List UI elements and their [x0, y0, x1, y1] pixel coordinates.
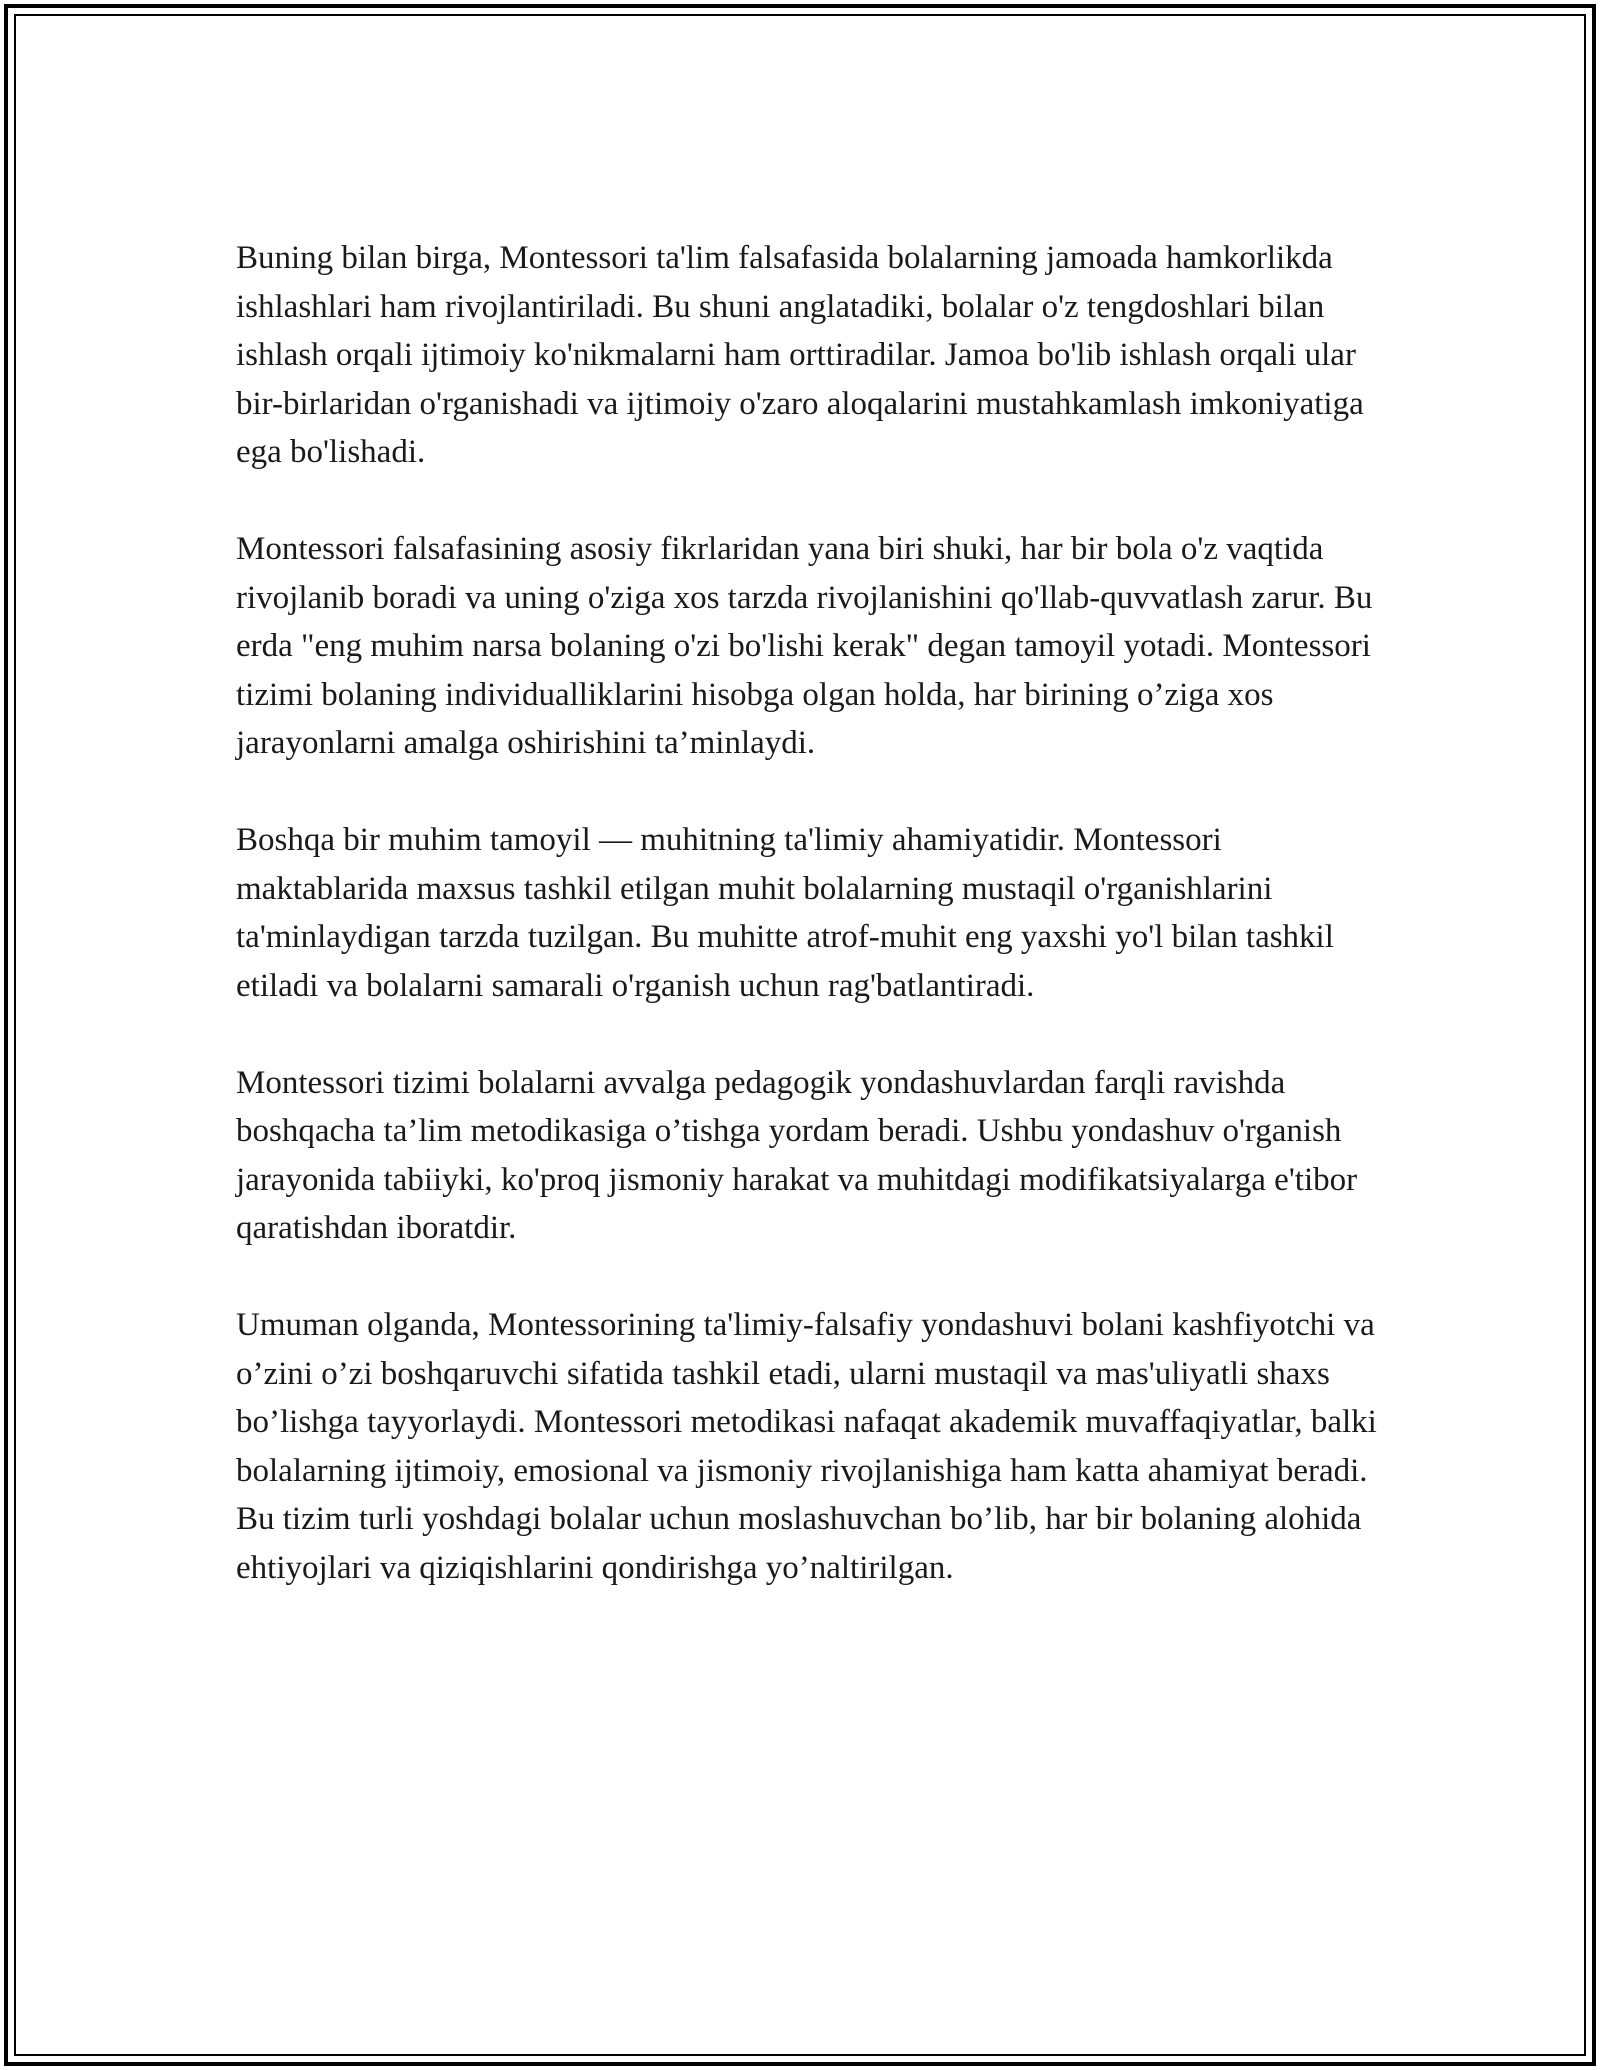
paragraph-2: Montessori falsafasining asosiy fikrlaridan yana biri shuki, har bir bola o'z vaqtida rivojlanib boradi va uning o'ziga xos tarzda rivojlanishini qo'llab-quvvatlash zarur. Bu erda "eng muhim narsa bolaning o'zi bo'lishi kerak" degan tamoyil yotadi. Montessori tizimi bolaning individualliklarini hisobga olgan holda, har birining o’ziga xos jarayonlarni amalga oshirishini ta’minlaydi.	[236, 531, 1373, 761]
paragraph-3: Boshqa bir muhim tamoyil — muhitning ta'limiy ahamiyatidir. Montessori maktablarida maxsus tashkil etilgan muhit bolalarning mustaqil o'rganishlarini ta'minlaydigan tarzda tuzilgan. Bu muhitte atrof-muhit eng yaxshi yo'l bilan tashkil etiladi va bolalarni samarali o'rganish uchun rag'batlantiradi.	[236, 822, 1334, 1004]
paragraph-5: Umuman olganda, Montessorining ta'limiy-falsafiy yondashuvi bolani kashfiyotchi va o’zini o’zi boshqaruvchi sifatida tashkil etadi, ularni mustaqil va mas'uliyatli shaxs bo’lishga tayyorlaydi. Montessori metodikasi nafaqat akademik muvaffaqiyatlar, balki bolalarning ijtimoiy, emosional va jismoniy rivojlanishiga ham katta ahamiyat beradi. Bu tizim turli yoshdagi bolalar uchun moslashuvchan bo’lib, har bir bolaning alohida ehtiyojlari va qiziqishlarini qondirishga yo’naltirilgan.	[236, 1307, 1377, 1586]
paragraph-4: Montessori tizimi bolalarni avvalga pedagogik yondashuvlardan farqli ravishda boshqacha ta’lim metodikasiga o’tishga yordam beradi. Ushbu yondashuv o'rganish jarayonida tabiiyki, ko'proq jismoniy harakat va muhitdagi modifikatsiyalarga e'tibor qaratishdan iboratdir.	[236, 1064, 1358, 1246]
document-body	[236, 234, 1396, 1641]
paragraph-1: Buning bilan birga, Montessori ta'lim falsafasida bolalarning jamoada hamkorlikda ishlashlari ham rivojlantiriladi. Bu shuni anglatadiki, bolalar o'z tengdoshlari bilan ishlash orqali ijtimoiy ko'nikmalarni ham orttiradilar. Jamoa bo'lib ishlash orqali ular bir-birlaridan o'rganishadi va ijtimoiy o'zaro aloqalarini mustahkamlash imkoniyatiga ega bo'lishadi.	[236, 240, 1364, 470]
